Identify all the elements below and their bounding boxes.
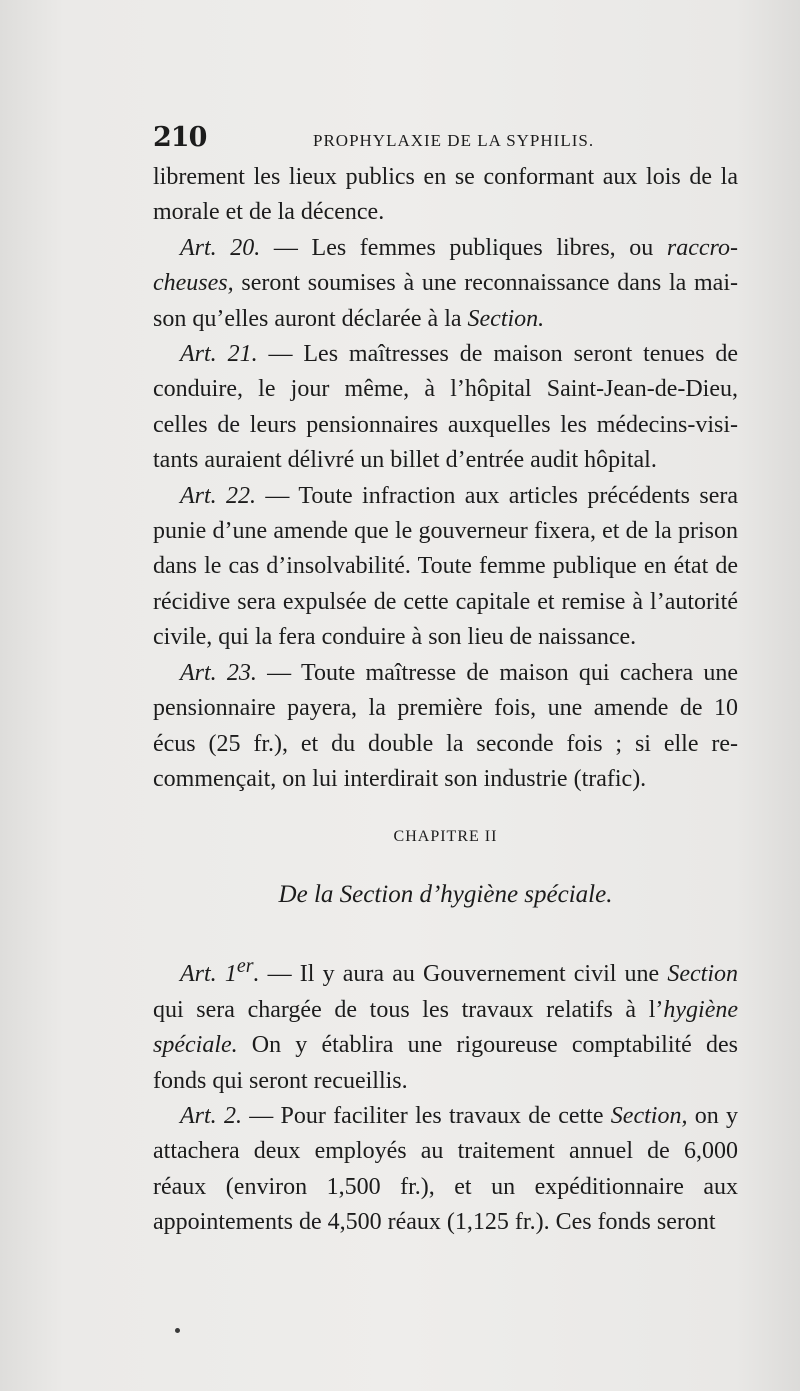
article-number: Art. 2. [180, 1102, 242, 1129]
article-number-superscript: er [236, 955, 254, 978]
emphasis-text: hygiène spéciale. [153, 996, 738, 1059]
article-21 [153, 337, 738, 479]
article-text: — Il y aura au Gouvernement civil une [259, 961, 668, 988]
paragraph-text: librement les lieux publics en se conformant aux lois de la morale et de la décence. [153, 164, 738, 226]
ink-spot [175, 1328, 180, 1333]
article-1 [153, 949, 738, 1099]
emphasis-text: Section. [467, 305, 545, 332]
article-text: On y établira une rigoureuse comptabilité des fonds qui seront recueillis. [153, 1032, 738, 1094]
body-text [153, 160, 738, 1241]
article-text: — Toute infraction aux articles précédents sera punie d’une amende que le gouverneur fixera, et de la prison dans le cas d’insolvabilité. Toute femme publique en état de récidive sera expulsée de cette capitale et remise à l’autorité civile, qui la fera conduire à son lieu de naissance. [153, 482, 738, 651]
article-number: Art. 20. [180, 234, 261, 261]
article-text: qui sera chargée de tous les travaux relatifs à l’ [153, 996, 664, 1023]
article-number: Art. 21. [180, 341, 258, 368]
article-23 [153, 656, 738, 798]
article-2 [153, 1099, 738, 1241]
page-number: 210 [153, 122, 207, 153]
emphasis-text: Section [667, 961, 738, 988]
running-head: PROPHYLAXIE DE LA SYPHILIS. [313, 131, 595, 150]
article-text: on y attachera deux employés au traitement annuel de 6,000 réaux (environ 1,500 fr.), et un expéditionnaire aux appointements de 4,500 réaux (1,125 fr.). Ces fonds seront [153, 1102, 739, 1236]
article-text: — Les femmes publiques libres, ou [260, 234, 667, 261]
paragraph-continuation [153, 160, 738, 231]
article-22 [153, 479, 738, 656]
chapter-heading: CHAPITRE II [393, 828, 498, 846]
article-20 [153, 231, 738, 337]
article-number: Art. 22. [180, 482, 257, 509]
article-number: Art. 23. [180, 659, 257, 686]
article-text: seront soumises à une reconnaissance dans la maison qu’elles auront déclarée à la [153, 270, 738, 332]
article-number: Art. 1 [180, 961, 237, 988]
emphasis-text: raccrocheuses, [153, 234, 738, 297]
section-heading: De la Section d’hygiène spéciale. [278, 881, 613, 909]
emphasis-text: Section, [610, 1102, 688, 1129]
article-text: — Les maîtresses de maison seront tenues de conduire, le jour même, à l’hôpital Saint-Jean-de-Dieu, celles de leurs pensionnaires auxquelles les médecins-visitants auraient délivré un billet d’entrée audit hôpital. [153, 341, 738, 474]
article-number-end: . [253, 961, 260, 988]
article-text: — Toute maîtresse de maison qui cachera une pensionnaire payera, la première fois, une amende de 10 écus (25 fr.), et du double la seconde fois ; si elle recommençait, on lui interdirait son industrie (trafic). [153, 659, 738, 792]
article-text: — Pour faciliter les travaux de cette [241, 1102, 611, 1129]
page-header [153, 122, 738, 162]
